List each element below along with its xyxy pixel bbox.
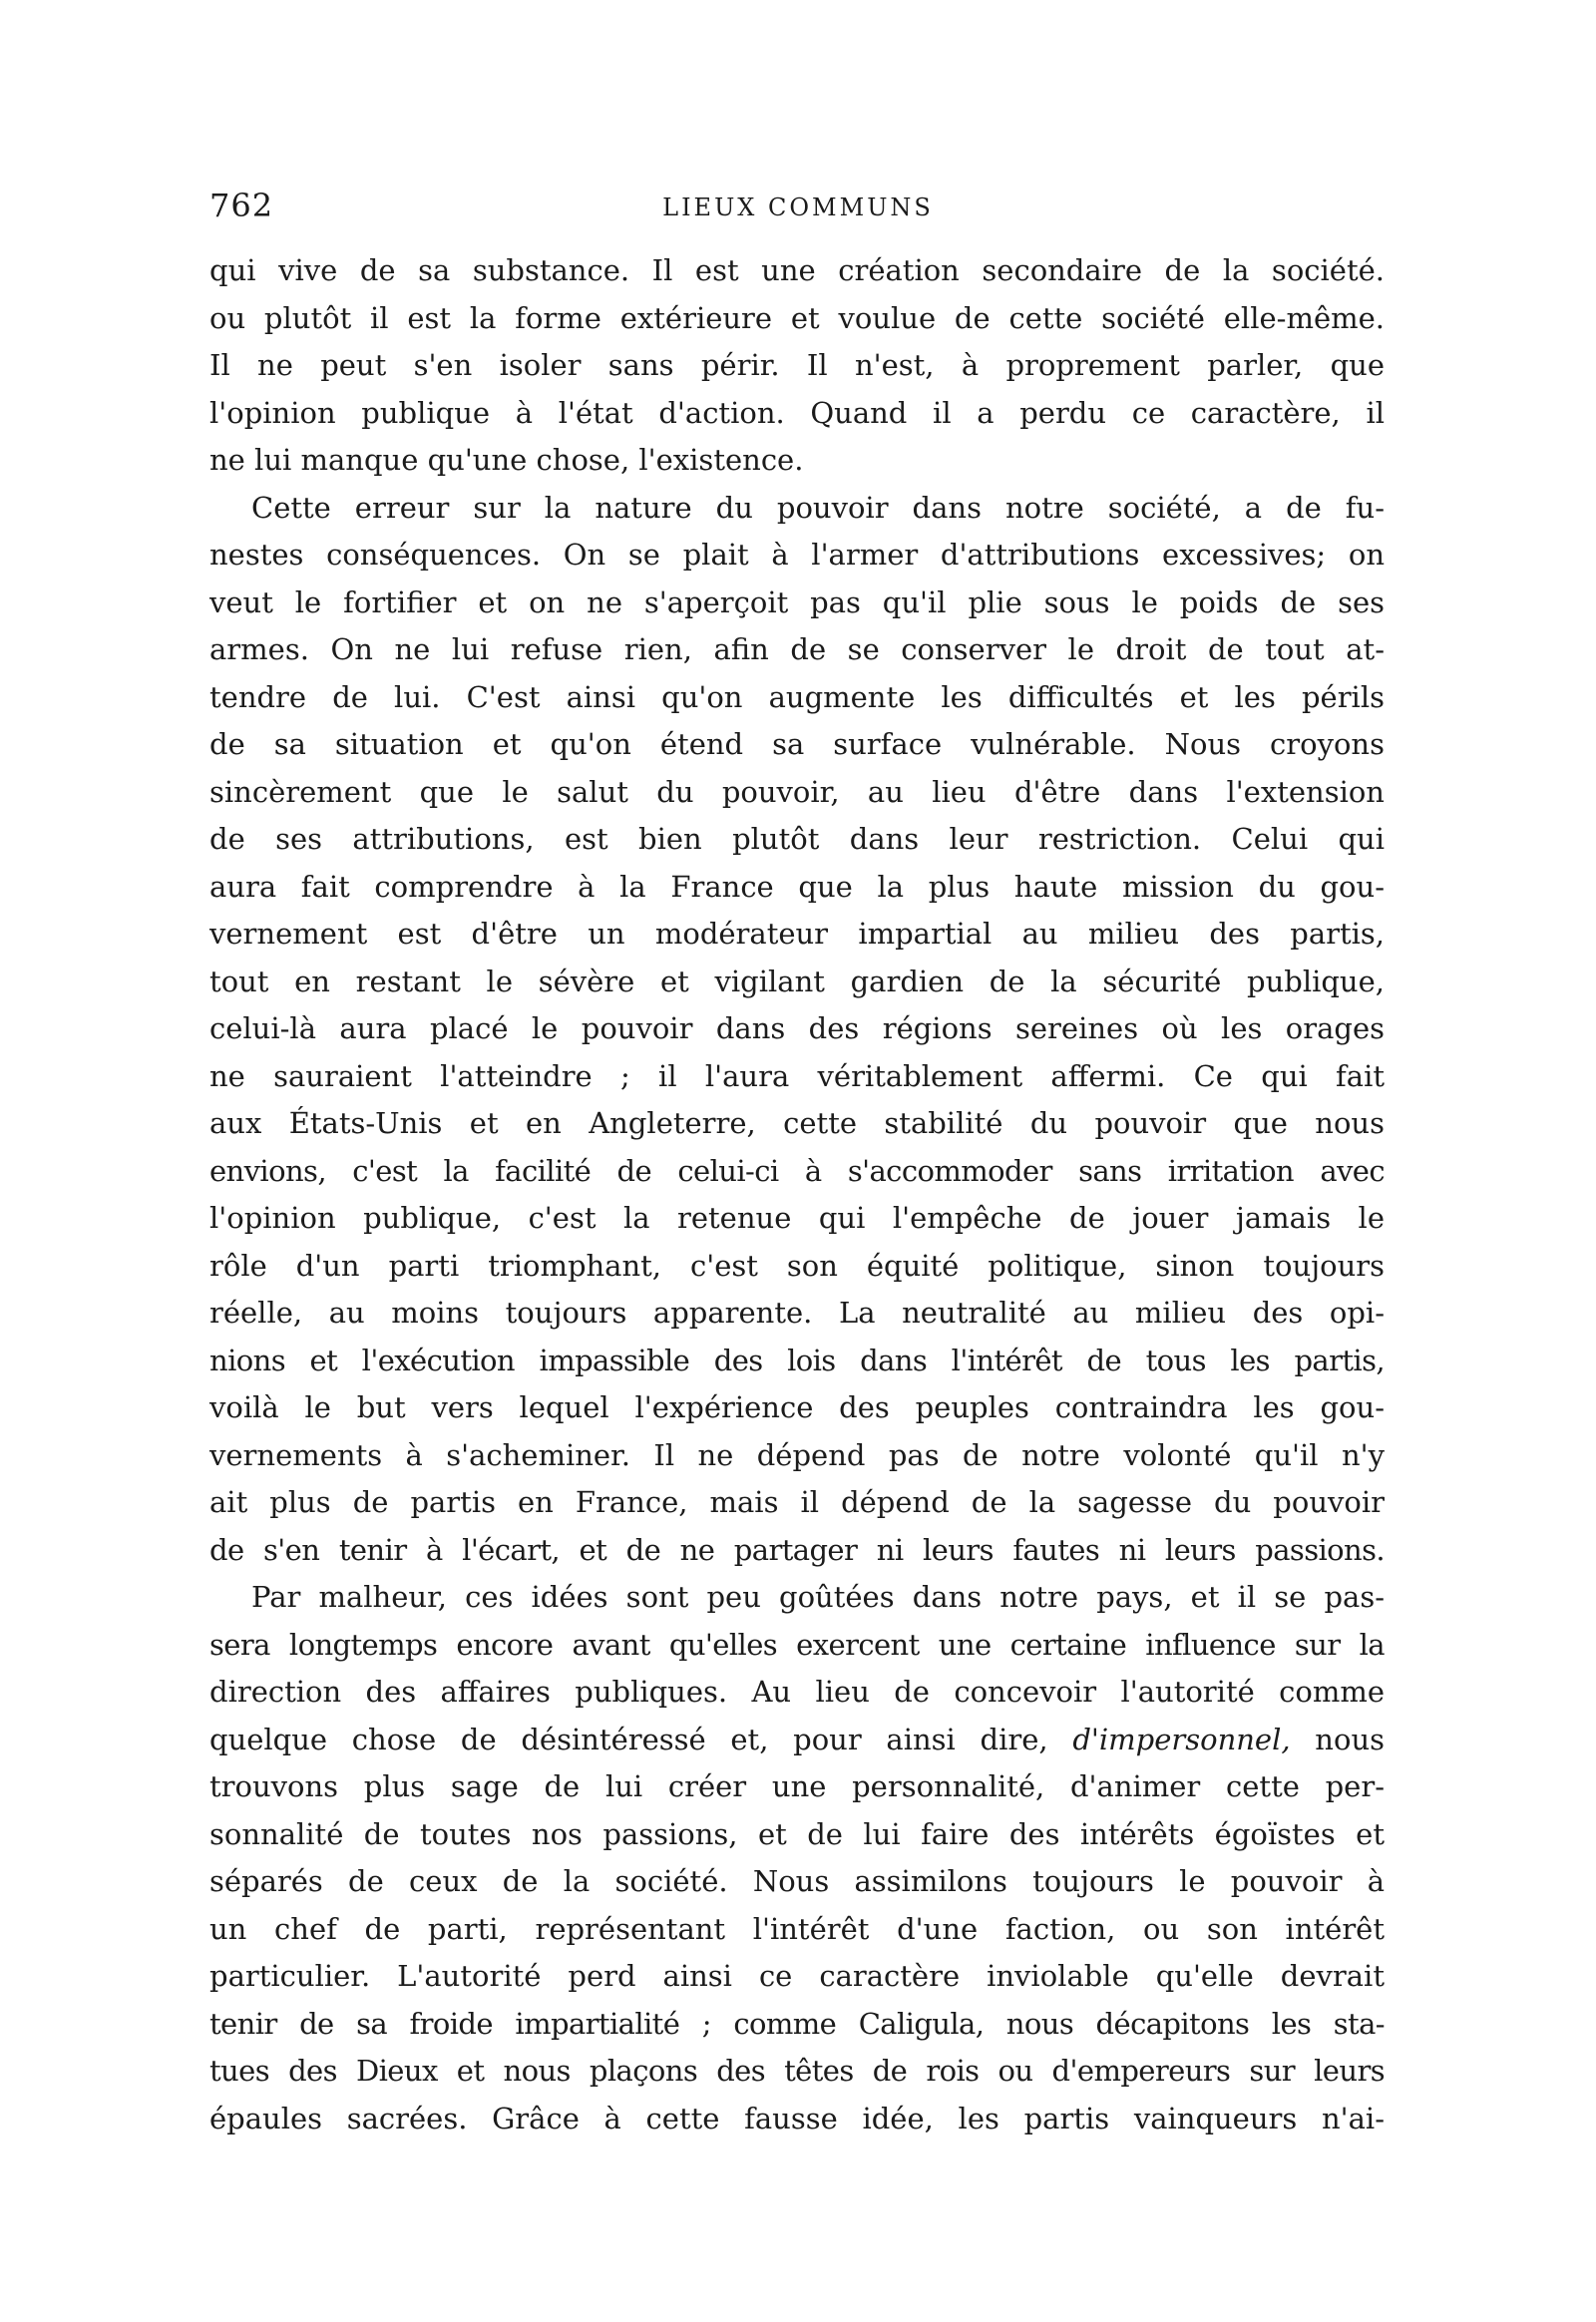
text-line: direction des affaires publiques. Au lieu de concevoir l'autorité comme: [209, 1675, 1385, 1709]
text-segment: nous: [1290, 1722, 1385, 1756]
text-line: particulier. L'autorité perd ainsi ce caractère inviolable qu'elle devrait: [209, 1959, 1385, 1993]
text-line: envions, c'est la facilité de celui-ci à s'accommoder sans irritation avec: [209, 1153, 1385, 1188]
text-line: veut le fortifier et on ne s'aperçoit pas qu'il plie sous le poids de ses: [209, 584, 1385, 619]
text-line: réelle, au moins toujours apparente. La neutralité au milieu des opi-: [209, 1296, 1385, 1330]
text-line: tendre de lui. C'est ainsi qu'on augmente les difficultés et les périls: [209, 679, 1385, 714]
text-line: nions et l'exécution impassible des lois dans l'intérêt de tous les partis,: [209, 1343, 1385, 1377]
text-line: un chef de parti, représentant l'intérêt d'une faction, ou son intérêt: [209, 1911, 1385, 1946]
text-line: celui-là aura placé le pouvoir dans des régions sereines où les orages: [209, 1011, 1385, 1045]
text-line: armes. On ne lui refuse rien, afin de se conserver le droit de tout at-: [209, 632, 1385, 666]
text-line: de s'en tenir à l'écart, et de ne partager ni leurs fautes ni leurs passions.: [209, 1532, 1385, 1567]
text-line: aura fait comprendre à la France que la plus haute mission du gou-: [209, 869, 1385, 904]
text-line: épaules sacrées. Grâce à cette fausse idée, les partis vainqueurs n'ai-: [209, 2101, 1385, 2135]
text-line: ne sauraient l'atteindre ; il l'aura véritablement affermi. Ce qui fait: [209, 1058, 1385, 1093]
text-line: tenir de sa froide impartialité ; comme Caligula, nous décapitons les sta-: [209, 2006, 1385, 2041]
text-line: ait plus de partis en France, mais il dépend de la sagesse du pouvoir: [209, 1485, 1385, 1519]
text-line: sonnalité de toutes nos passions, et de lui faire des intérêts égoïstes et: [209, 1816, 1385, 1851]
text-line: trouvons plus sage de lui créer une personnalité, d'animer cette per-: [209, 1769, 1385, 1803]
text-line: voilà le but vers lequel l'expérience des peuples contraindra les gou-: [209, 1390, 1385, 1424]
text-line: tout en restant le sévère et vigilant gardien de la sécurité publique,: [209, 964, 1385, 998]
text-line: l'opinion publique à l'état d'action. Quand il a perdu ce caractère, il: [209, 395, 1385, 430]
text-line-with-italic: [209, 1717, 1385, 1764]
text-segment: quelque chose de désintéressé et, pour ainsi dire,: [209, 1722, 1073, 1756]
text-line: aux États-Unis et en Angleterre, cette stabilité du pouvoir que nous: [209, 1106, 1385, 1140]
body-text: [209, 247, 1385, 2142]
page-header: [209, 186, 1387, 235]
text-line: sincèrement que le salut du pouvoir, au lieu d'être dans l'extension: [209, 774, 1385, 809]
page-number: 762: [209, 187, 274, 224]
text-line: de ses attributions, est bien plutôt dans leur restriction. Celui qui: [209, 822, 1385, 856]
text-line: nestes conséquences. On se plait à l'armer d'attributions excessives; on: [209, 538, 1385, 572]
text-line: sera longtemps encore avant qu'elles exercent une certaine influence sur la: [209, 1627, 1385, 1662]
paragraph-start-line: Par malheur, ces idées sont peu goûtées dans notre pays, et il se pas-: [251, 1580, 1385, 1614]
text-line: qui vive de sa substance. Il est une création secondaire de la société.: [209, 253, 1385, 287]
text-line: tues des Dieux et nous plaçons des têtes de rois ou d'empereurs sur leurs: [209, 2054, 1385, 2088]
text-line: vernement est d'être un modérateur impartial au milieu des partis,: [209, 917, 1385, 951]
text-line: rôle d'un parti triomphant, c'est son équité politique, sinon toujours: [209, 1248, 1385, 1283]
text-line: Il ne peut s'en isoler sans périr. Il n'est, à proprement parler, que: [209, 348, 1385, 382]
text-line: séparés de ceux de la société. Nous assimilons toujours le pouvoir à: [209, 1864, 1385, 1898]
text-line: ou plutôt il est la forme extérieure et voulue de cette société elle-même.: [209, 300, 1385, 335]
italic-word: d'impersonnel,: [1072, 1722, 1291, 1756]
running-title: LIEUX COMMUNS: [662, 194, 934, 221]
text-line: ne lui manque qu'une chose, l'existence.: [209, 443, 804, 477]
text-line: l'opinion publique, c'est la retenue qui l'empêche de jouer jamais le: [209, 1201, 1385, 1235]
text-line: de sa situation et qu'on étend sa surface vulnérable. Nous croyons: [209, 727, 1385, 761]
paragraph-start-line: Cette erreur sur la nature du pouvoir dans notre société, a de fu-: [251, 490, 1385, 525]
text-line: vernements à s'acheminer. Il ne dépend pas de notre volonté qu'il n'y: [209, 1437, 1385, 1472]
